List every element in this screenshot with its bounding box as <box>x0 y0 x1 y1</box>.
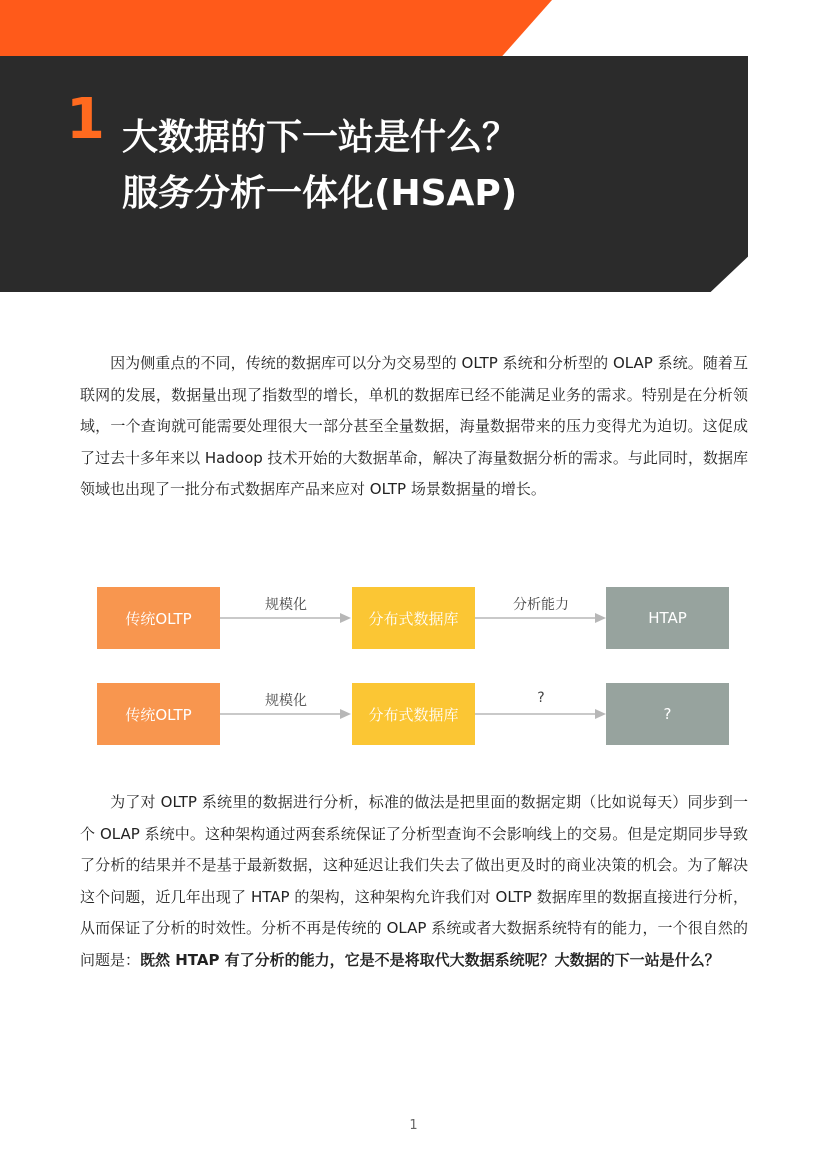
row1-box-htap: HTAP <box>606 587 729 649</box>
row2-box-unknown: ? <box>606 683 729 745</box>
intro-paragraph-text: 因为侧重点的不同，传统的数据库可以分为交易型的 OLTP 系统和分析型的 OLAP 系统。随着互联网的发展，数据量出现了指数型的增长，单机的数据库已经不能满足业务的需求。特别是在分析领域，一个查询就可能需要处理很大一部分甚至全量数据，海量数据带来的压力变得尤为迫切。这促成了过去十多年来以 Hadoop 技术开始的大数据革命，解决了海量数据分析的需求。与此同时，数据库领域也出现了一批分布式数据库产品来应对 OLTP 场景数据量的增长。 <box>80 354 748 498</box>
row1-box-distributed-db: 分布式数据库 <box>352 587 475 649</box>
chapter-title-line2: 服务分析一体化(HSAP) <box>122 173 518 214</box>
row1-arrow2-label: 分析能力 <box>513 597 569 613</box>
analysis-paragraph-bold: 既然 HTAP 有了分析的能力，它是不是将取代大数据系统呢？大数据的下一站是什么？ <box>140 950 720 969</box>
intro-paragraph <box>80 348 748 506</box>
chapter-title <box>122 110 518 222</box>
row2-arrow2-icon <box>475 707 607 721</box>
row2-arrow1-icon <box>220 707 352 721</box>
chapter-title-line1: 大数据的下一站是什么？ <box>122 117 519 158</box>
page-number: 1 <box>409 1118 418 1133</box>
row2-box-oltp: 传统OLTP <box>97 683 220 745</box>
row1-arrow1-label: 规模化 <box>265 597 307 613</box>
chapter-number: 1 <box>66 87 105 152</box>
row1-box-oltp: 传统OLTP <box>97 587 220 649</box>
row2-arrow1-label: 规模化 <box>265 693 307 709</box>
row1-arrow1-icon <box>220 611 352 625</box>
analysis-paragraph <box>80 787 748 976</box>
analysis-paragraph-text: 为了对 OLTP 系统里的数据进行分析，标准的做法是把里面的数据定期（比如说每天）同步到一个 OLAP 系统中。这种架构通过两套系统保证了分析型查询不会影响线上的交易。但是定期同步导致了分析的结果并不是基于最新数据，这种延迟让我们失去了做出更及时的商业决策的机会。为了解决这个问题，近几年出现了 HTAP 的架构，这种架构允许我们对 OLTP 数据库里的数据直接进行分析，从而保证了分析的时效性。分析不再是传统的 OLAP 系统或者大数据系统特有的能力，一个很自然的问题是： <box>80 793 748 969</box>
row2-box-distributed-db: 分布式数据库 <box>352 683 475 745</box>
top-accent-bar <box>0 0 552 56</box>
row2-arrow2-label: ? <box>537 690 545 706</box>
row1-arrow2-icon <box>475 611 607 625</box>
